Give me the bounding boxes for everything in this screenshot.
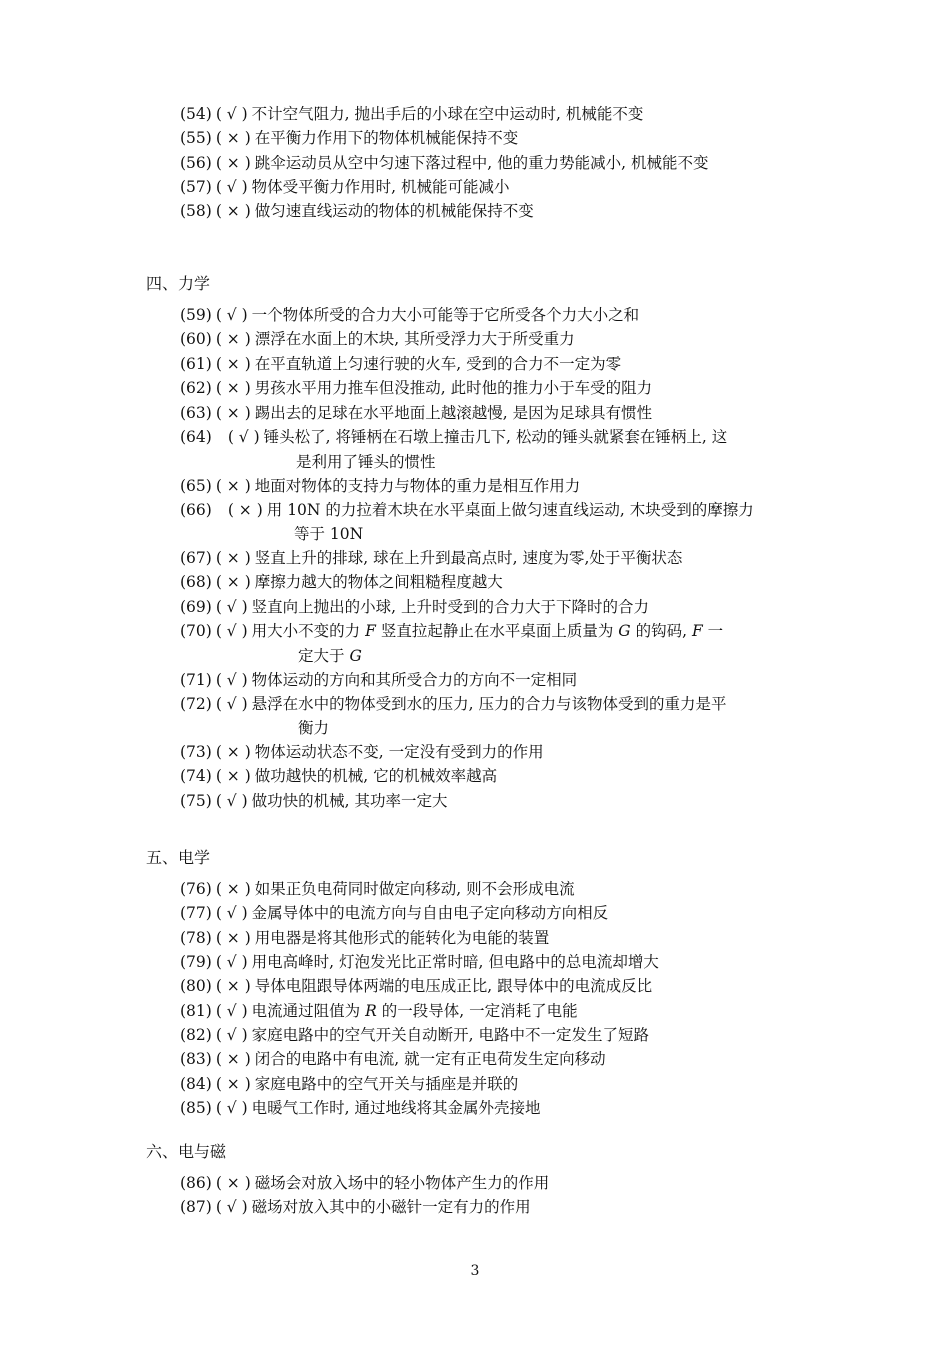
answer-mark: ( × ) (215, 202, 251, 220)
answer-mark: ( √ ) (227, 428, 260, 446)
item-text: 做匀速直线运动的物体的机械能保持不变 (254, 202, 534, 220)
item-number: (79) (180, 953, 212, 971)
answer-mark: ( × ) (215, 129, 251, 147)
item-text: 物体运动状态不变, 一定没有受到力的作用 (254, 743, 544, 761)
item-text: 男孩水平用力推车但没推动, 此时他的推力小于车受的阻力 (254, 379, 653, 397)
item-text: 金属导体中的电流方向与自由电子定向移动方向相反 (251, 904, 609, 922)
item-number: (54) (180, 105, 212, 123)
item-text: 磁场会对放入场中的轻小物体产生力的作用 (254, 1174, 550, 1192)
item-text: 摩擦力越大的物体之间粗糙程度越大 (254, 573, 503, 591)
answer-mark: ( × ) (215, 1075, 251, 1093)
item-text: 做功越快的机械, 它的机械效率越高 (254, 767, 498, 785)
answer-mark: ( √ ) (215, 622, 248, 640)
item-text-part: 用大小不变的力 (251, 622, 361, 640)
list-item (180, 474, 580, 498)
answer-mark: ( √ ) (215, 695, 248, 713)
list-item (180, 126, 518, 150)
item-text: 物体受平衡力作用时, 机械能可能减小 (251, 178, 510, 196)
list-item (180, 376, 652, 400)
section-heading: 四、力学 (146, 274, 211, 293)
answer-mark: ( √ ) (215, 953, 248, 971)
item-text: 导体电阻跟导体两端的电压成正比, 跟导体中的电流成反比 (254, 977, 653, 995)
list-item (180, 1072, 518, 1096)
answer-mark: ( √ ) (215, 904, 248, 922)
item-number: (75) (180, 792, 212, 810)
item-number: (74) (180, 767, 212, 785)
item-text: 锤头松了, 将锤柄在石墩上撞击几下, 松动的锤头就紧套在锤柄上, 这 (263, 428, 728, 446)
item-number: (73) (180, 743, 212, 761)
answer-mark: ( √ ) (215, 178, 248, 196)
item-text: 物体运动的方向和其所受合力的方向不一定相同 (251, 671, 578, 689)
item-text: 在平直轨道上匀速行驶的火车, 受到的合力不一定为零 (254, 355, 622, 373)
item-text: 做功快的机械, 其功率一定大 (251, 792, 448, 810)
list-item (180, 877, 575, 901)
item-number: (67) (180, 549, 212, 567)
answer-mark: ( × ) (215, 549, 251, 567)
item-text: 一个物体所受的合力大小可能等于它所受各个力大小之和 (251, 306, 640, 324)
list-item (180, 352, 621, 376)
item-number: (82) (180, 1026, 212, 1044)
item-text-part: 一 (707, 622, 724, 640)
item-number: (58) (180, 202, 212, 220)
variable-f: F (691, 622, 703, 640)
item-number: (68) (180, 573, 212, 591)
answer-mark: ( × ) (215, 1050, 251, 1068)
answer-mark: ( √ ) (215, 1099, 248, 1117)
item-number: (78) (180, 929, 212, 947)
answer-mark: ( × ) (227, 501, 263, 519)
item-text: 用电器是将其他形式的能转化为电能的装置 (254, 929, 550, 947)
answer-mark: ( × ) (215, 477, 251, 495)
item-text: 用电高峰时, 灯泡发光比正常时暗, 但电路中的总电流却增大 (251, 953, 659, 971)
list-item (180, 425, 727, 449)
item-text: 家庭电路中的空气开关自动断开, 电路中不一定发生了短路 (251, 1026, 650, 1044)
item-number: (81) (180, 1002, 212, 1020)
answer-mark: ( √ ) (215, 1002, 248, 1020)
answer-mark: ( √ ) (215, 598, 248, 616)
item-text-part: 竖直拉起静止在水平桌面上质量为 (380, 622, 614, 640)
item-number: (57) (180, 178, 212, 196)
answer-mark: ( √ ) (215, 792, 248, 810)
item-text-continuation: 衡力 (298, 719, 330, 737)
answer-mark: ( √ ) (215, 1026, 248, 1044)
list-item (180, 175, 510, 199)
answer-mark: ( √ ) (215, 306, 248, 324)
item-number: (71) (180, 671, 212, 689)
item-text-continuation (298, 644, 362, 668)
item-number: (62) (180, 379, 212, 397)
answer-mark: ( × ) (215, 929, 251, 947)
list-item (180, 1047, 606, 1071)
item-number: (77) (180, 904, 212, 922)
answer-mark: ( √ ) (215, 671, 248, 689)
item-number: (80) (180, 977, 212, 995)
item-text: 家庭电路中的空气开关与插座是并联的 (254, 1075, 519, 1093)
answer-mark: ( × ) (215, 1174, 251, 1192)
item-text: 用 10N 的力拉着木块在水平桌面上做匀速直线运动, 木块受到的摩擦力 (266, 501, 754, 519)
item-text-part: 的钩码, (635, 622, 688, 640)
list-item (180, 999, 578, 1023)
item-text (252, 1002, 578, 1020)
item-number: (63) (180, 404, 212, 422)
item-number: (55) (180, 129, 212, 147)
item-text: 竖直向上抛出的小球, 上升时受到的合力大于下降时的合力 (251, 598, 650, 616)
list-item (180, 974, 652, 998)
list-item (180, 546, 682, 570)
list-item (180, 619, 723, 643)
list-item (180, 764, 497, 788)
answer-mark: ( × ) (215, 379, 251, 397)
variable-g: G (618, 622, 631, 640)
item-number: (85) (180, 1099, 212, 1117)
page-number: 3 (470, 1263, 480, 1279)
list-item (180, 901, 608, 925)
item-text: 悬浮在水中的物体受到水的压力, 压力的合力与该物体受到的重力是平 (251, 695, 727, 713)
list-item (180, 926, 549, 950)
answer-mark: ( √ ) (215, 1198, 248, 1216)
answer-mark: ( × ) (215, 767, 251, 785)
section-heading: 六、电与磁 (146, 1142, 227, 1161)
list-item (180, 570, 503, 594)
answer-mark: ( × ) (215, 573, 251, 591)
item-text: 磁场对放入其中的小磁针一定有力的作用 (251, 1198, 531, 1216)
item-text: 踢出去的足球在水平地面上越滚越慢, 是因为足球具有惯性 (254, 404, 653, 422)
list-item (180, 151, 708, 175)
list-item (180, 498, 754, 522)
list-item (180, 401, 652, 425)
item-number: (86) (180, 1174, 212, 1192)
answer-mark: ( × ) (215, 880, 251, 898)
item-number: (59) (180, 306, 212, 324)
list-item (180, 1096, 541, 1120)
item-text: 跳伞运动员从空中匀速下落过程中, 他的重力势能减小, 机械能不变 (254, 154, 709, 172)
variable-f: F (365, 622, 376, 640)
item-number: (69) (180, 598, 212, 616)
item-number: (70) (180, 622, 212, 640)
item-number: (76) (180, 880, 212, 898)
list-item (180, 327, 575, 351)
answer-mark: ( × ) (215, 154, 251, 172)
list-item (180, 692, 727, 716)
list-item (180, 199, 534, 223)
item-text: 如果正负电荷同时做定向移动, 则不会形成电流 (254, 880, 575, 898)
item-number: (72) (180, 695, 212, 713)
item-text: 地面对物体的支持力与物体的重力是相互作用力 (254, 477, 581, 495)
section-heading: 五、电学 (146, 848, 211, 867)
list-item (180, 595, 649, 619)
list-item (180, 1171, 549, 1195)
answer-mark: ( × ) (215, 977, 251, 995)
item-number: (56) (180, 154, 212, 172)
variable-r: R (365, 1002, 377, 1020)
item-text: 在平衡力作用下的物体机械能保持不变 (254, 129, 519, 147)
item-number: (60) (180, 330, 212, 348)
item-text-continuation: 是利用了锤头的惯性 (296, 453, 436, 471)
item-text: 漂浮在水面上的木块, 其所受浮力大于所受重力 (254, 330, 575, 348)
list-item (180, 740, 544, 764)
list-item (180, 1023, 649, 1047)
item-number: (64) (180, 428, 212, 446)
list-item (180, 303, 639, 327)
item-text: 电暖气工作时, 通过地线将其金属外壳接地 (251, 1099, 541, 1117)
list-item (180, 789, 448, 813)
item-number: (65) (180, 477, 212, 495)
item-text: 竖直上升的排球, 球在上升到最高点时, 速度为零,处于平衡状态 (254, 549, 683, 567)
answer-mark: ( × ) (215, 330, 251, 348)
item-text (252, 622, 724, 640)
answer-mark: ( × ) (215, 743, 251, 761)
item-number: (87) (180, 1198, 212, 1216)
list-item (180, 1195, 531, 1219)
item-number: (66) (180, 501, 212, 519)
answer-mark: ( √ ) (215, 105, 248, 123)
variable-g: G (349, 647, 362, 665)
item-text-part: 的一段导体, 一定消耗了电能 (381, 1002, 578, 1020)
item-number: (61) (180, 355, 212, 373)
item-text: 不计空气阻力, 抛出手后的小球在空中运动时, 机械能不变 (251, 105, 644, 123)
item-number: (84) (180, 1075, 212, 1093)
list-item (180, 102, 643, 126)
item-text-continuation: 等于 10N (294, 525, 364, 543)
answer-mark: ( × ) (215, 404, 251, 422)
item-text-part: 电流通过阻值为 (251, 1002, 361, 1020)
list-item (180, 950, 659, 974)
item-number: (83) (180, 1050, 212, 1068)
item-text: 闭合的电路中有电流, 就一定有正电荷发生定向移动 (254, 1050, 606, 1068)
item-text-part: 定大于 (298, 647, 345, 665)
answer-mark: ( × ) (215, 355, 251, 373)
list-item (180, 668, 577, 692)
